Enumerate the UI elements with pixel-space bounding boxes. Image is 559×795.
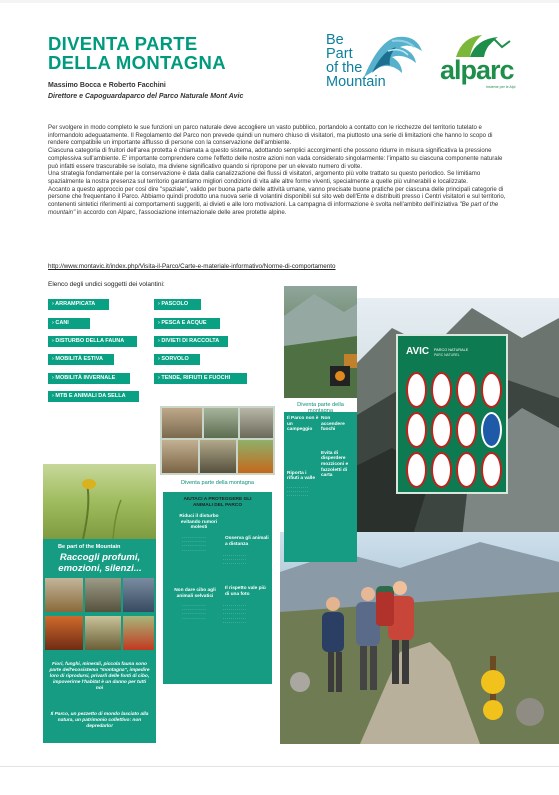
article-title — [48, 34, 268, 72]
no-fishing-icon — [431, 452, 452, 488]
bp-line-4: Mountain — [326, 74, 386, 90]
sign-icons-grid — [406, 372, 502, 488]
paragraph-4-italic: "Be part of the mountain" — [48, 201, 499, 216]
sign-park-sub: PARC NATUREL — [434, 353, 460, 357]
article-body — [48, 124, 512, 216]
paragraph-4-a: Accanto a questo approccio per così dire "spaziale", valido per buona parte delle attività umane, vanno precisate buone pratiche per ciascuna delle principali categorie di persone che frequentano il Parco. Abbiamo quindi prodotto una nuova serie di volantini disponibili sul sito web dell'Ente e distribuiti presso i Centri visitatori e sul territorio, contenenti sintetici riferimenti ai comportamenti suggeriti, ai divieti e alle loro motivazioni. La campagna di informazione è svolta nell'ambito dell'iniziativa — [48, 185, 506, 209]
flowers-quote-2: Il Parco, un pezzetto di mondo lasciato alla natura, un patrimonio collettivo: non depredarlo! — [50, 712, 149, 729]
paragraph-1: Per svolgere in modo completo le sue funzioni un parco naturale deve accogliere un vasto pubblico, portandolo a contatto con le ricchezze del territorio tutelato e informandolo adeguatamente. Il Regolamento del Parco non prevede quindi un numero chiuso di visitatori, ma piuttosto una serie di limitazioni che hanno lo scopo di rendere compatibile un importante afflusso di persone con la conservazione dell'ambiente. — [48, 124, 493, 147]
flowers-headline: Raccogli profumi, emozioni, silenzi... — [58, 552, 142, 574]
no-fire-icon — [456, 372, 477, 408]
author-role: Direttore e Capoguardaparco del Parco Naturale Mont Avic — [48, 93, 244, 100]
photo-red-mushroom — [123, 616, 154, 650]
photo-moth — [45, 616, 83, 650]
fauna-tip-3: Non dare cibo agli animali selvatici — [174, 588, 216, 599]
paragraph-4 — [48, 186, 512, 217]
mountain-sign-photo — [352, 298, 559, 538]
flyer-disturbo-fauna[interactable]: › DISTURBO DELLA FAUNA — [48, 336, 137, 347]
camping-tip-1: Il Parco non è un campeggio — [287, 416, 319, 433]
no-noise-icon — [431, 412, 452, 448]
flyer-sorvolo[interactable]: › SORVOLO — [154, 354, 200, 365]
camping-tip-4: Riporta i rifiuti a valle — [287, 470, 315, 482]
sign-park-label: AVIC — [406, 346, 430, 357]
be-part-of-the-mountain-logo — [326, 33, 426, 99]
no-litter-icon — [456, 412, 477, 448]
flower-drawing — [43, 464, 156, 539]
flyer-tende-rifiuti[interactable]: › TENDE, RIFIUTI E FUOCHI — [154, 373, 247, 384]
sign-park-name: PARCO NATURALE — [434, 348, 469, 352]
no-mushrooms-icon — [406, 452, 427, 488]
flyer-mobilita-estiva[interactable]: › MOBILITÀ ESTIVA — [48, 354, 114, 365]
bp-line-3: of the — [326, 60, 363, 76]
flowers-photo-grid — [45, 578, 154, 656]
camping-scene — [284, 286, 357, 398]
camping-flyer-head: Diventa parte della montagna — [284, 398, 357, 412]
fauna-subtitle-2: ANIMALI DEL PARCO — [192, 503, 243, 508]
alparc-logo — [438, 33, 538, 93]
fauna-photo-butterfly — [238, 440, 273, 473]
paragraph-2: Ciascuna categoria di fruitori dell'area protetta è chiamata a questo sistema, adottando semplici accorgimenti che possono ridurre in misura significativa la pressione complessiva sull'ambiente. E' importante comprendere come l'effetto delle nostre azioni non vada considerato singolarmente: l'impatto su ciascuna componente naturale può infatti essere trascurabile se isolato, ma diviene significativo quando si ripropone per un elevato numero di volte. — [48, 147, 503, 170]
fauna-tip-2: Osserva gli animali a distanza — [225, 536, 269, 547]
flyer-mtb-animali[interactable]: › MTB E ANIMALI DA SELLA — [48, 391, 139, 402]
fauna-tip-4: Il rispetto vale più di una foto — [225, 586, 266, 597]
title-line-2: DELLA MONTAGNA — [48, 52, 226, 73]
fauna-photo-bird — [204, 408, 238, 438]
fauna-tip-2-text: · · · · · · · · · · · · · · · · · · · · · · · · · · · · · · · · · · · · — [223, 554, 247, 567]
fauna-flyer-box — [163, 492, 272, 684]
fauna-photo-chamois — [162, 440, 198, 473]
fauna-tip-4-text: · · · · · · · · · · · · · · · · · · · · · · · · · · · · · · · · · · · · · · · · · · · · · · · · · · · · · · · · · · · · — [223, 604, 247, 625]
paragraph-3: Una strategia fondamentale per la conservazione è data dalla canalizzazione dei flussi di visitatori, argomento più volte trattato su questo periodico. Se limitiamo spazialmente la nostra presenza sul territorio garantiamo migliori condizioni di vita alle altre forme viventi, specialmente a quelle più vulnerabili e localizzate. — [48, 170, 481, 185]
alparc-wordmark: alparc — [440, 55, 514, 85]
bp-line-1: Be — [326, 32, 344, 48]
camping-text-1: · · · · · · · · · · · · · · · · · · · · · · · · · · · · · · · · · — [287, 485, 309, 499]
camping-flyer-col2 — [321, 416, 355, 479]
authors: Massimo Bocca e Roberto Facchini — [48, 82, 166, 89]
photo-mushroom — [85, 616, 121, 650]
rules-link[interactable]: http://www.montavic.it/index.php/Visita-il-Parco/Carte-e-materiale-informativo/Norme-di-comportamento — [48, 263, 336, 270]
camping-tip-2: Non accendere fuochi — [321, 416, 345, 433]
flyer-pesca-acque[interactable]: › PESCA E ACQUE — [154, 318, 220, 329]
fauna-photo-grouse — [200, 440, 236, 473]
no-vehicles-icon — [456, 452, 477, 488]
hikers-scene — [280, 532, 559, 744]
top-border — [0, 0, 559, 3]
fauna-subtitle-1: AIUTACI A PROTEGGERE GLI — [183, 497, 252, 502]
photo-butterfly-orange — [45, 578, 83, 612]
no-flowers-icon — [431, 372, 452, 408]
paragraph-4-b: in accordo con Alparc, l'associazione internazionale delle aree protette alpine. — [75, 208, 287, 216]
alparc-tagline: Insieme per le Alpi — [486, 85, 516, 89]
no-bikes-icon — [481, 452, 502, 488]
hikers-photo — [280, 532, 559, 744]
no-drone-icon — [481, 412, 502, 448]
flyer-pascolo[interactable]: › PASCOLO — [154, 299, 201, 310]
fauna-flyer — [160, 406, 275, 687]
fauna-flyer-head: Diventa parte della montagna — [180, 480, 255, 486]
photo-minerals — [123, 578, 154, 612]
camping-tip-3: Evita di disperdere mozziconi e fazzoletti di carta — [321, 450, 349, 479]
title-line-1: DIVENTA PARTE — [48, 33, 198, 54]
flyer-divieti-raccolta[interactable]: › DIVIETI DI RACCOLTA — [154, 336, 228, 347]
fauna-tip-1: Riduci il disturbo evitando rumori molesti — [179, 514, 219, 531]
fauna-photo — [160, 406, 275, 475]
fauna-tip-1-text: · · · · · · · · · · · · · · · · · · · · · · · · · · · · · · · · · · · · · · · · · · · · · · · · — [182, 536, 206, 553]
flyer-cani[interactable]: › CANI — [48, 318, 90, 329]
mountain-swirl-icon — [362, 33, 424, 81]
park-sign — [396, 334, 508, 494]
photo-bird-nest — [85, 578, 121, 612]
fauna-tip-3-text: · · · · · · · · · · · · · · · · · · · · · · · · · · · · · · · · · · · · · · · · · · · · · · · · — [182, 604, 206, 621]
fauna-photo-marmot — [240, 408, 273, 438]
flowers-flyer — [43, 464, 156, 743]
bp-line-2: Part — [326, 46, 353, 62]
flowers-quote-1: Fiori, funghi, minerali, piccola fauna sono parte dell'ecosistema "montagna", impedire loro di riprodursi, privarli delle fonti di cibo, impoverirne l'habitat è un danno per tutti noi — [49, 662, 150, 691]
bottom-divider — [0, 766, 559, 767]
flyer-arrampicata[interactable]: › ARRAMPICATA — [48, 299, 109, 310]
fauna-photo-ibex — [162, 408, 202, 438]
no-dogs-icon — [406, 372, 427, 408]
no-camping-icon — [406, 412, 427, 448]
camping-photo — [284, 286, 357, 398]
flowers-label: Be part of the Mountain — [58, 544, 121, 550]
flower-photo — [43, 464, 156, 539]
no-hunting-icon — [481, 372, 502, 408]
flyers-intro: Elenco degli undici soggetti dei volantini: — [48, 281, 165, 288]
camping-flyer — [284, 286, 357, 562]
flyer-mobilita-invernale[interactable]: › MOBILITÀ INVERNALE — [48, 373, 130, 384]
